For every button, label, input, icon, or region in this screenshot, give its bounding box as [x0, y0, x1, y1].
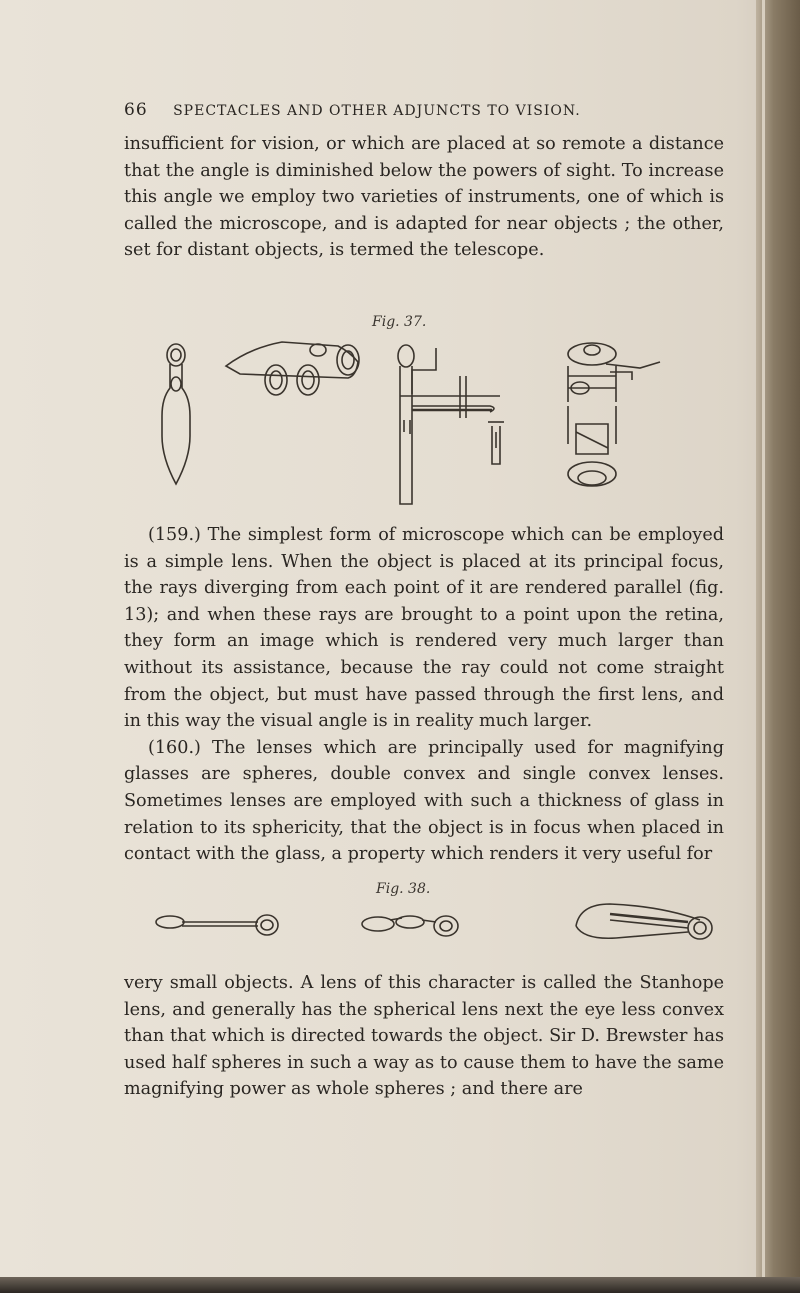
body-text-block: [124, 522, 724, 868]
intro-text-block: [124, 131, 724, 264]
lens-holder-icon: [568, 343, 660, 486]
page-edge: [756, 0, 800, 1293]
stand-microscope-icon: [398, 345, 504, 504]
running-head-title: SPECTACLES AND OTHER ADJUNCTS TO VISION.: [173, 103, 581, 119]
figure-37: [140, 336, 740, 508]
scan-bottom-edge: [0, 1277, 800, 1293]
paragraph-160: (160.) The lenses which are principally used for magnifying glasses are spheres, double convex and single convex lenses. Sometimes lenses are employed with such a thickness of glass in relation to its sphericity, that the object is in focus when placed in contact with the glass, a property which renders it very useful for: [124, 737, 724, 865]
paragraph-159: (159.) The simplest form of microscope which can be employed is a simple lens. When the object is placed at its principal focus, the rays diverging from each point of it are rendered parallel (fig. 13); and when these rays are brought to a point upon the retina, they form an image which is rendered very much larger than without its assistance, because the ray could not come straight from the object, but must have passed through the first lens, and in this way the visual angle is in reality much larger.: [124, 525, 724, 732]
continued-text-block: [124, 970, 724, 1103]
figure-38: [140, 900, 740, 960]
figure-38-caption: Fig. 38.: [376, 881, 431, 897]
paragraph-continued: very small objects. A lens of this character is called the Stanhope lens, and generally has the spherical lens next the eye less convex than that which is directed towards the object. Sir D. Brewster has used half spheres in such a way as to cause them to have the same magnifying power as whole spheres ; and there are: [124, 973, 724, 1100]
double-lens-icon: [362, 916, 458, 936]
coddington-lens-icon: [576, 904, 712, 939]
running-header: [124, 100, 764, 120]
stanhope-lens-icon: [156, 915, 278, 935]
folding-lens-icon: [226, 342, 359, 395]
loupe-icon: [162, 344, 190, 484]
figure-37-caption: Fig. 37.: [372, 314, 427, 330]
page-number: 66: [124, 100, 148, 120]
intro-paragraph: insufficient for vision, or which are placed at so remote a distance that the angle is diminished below the powers of sight. To increase this angle we employ two varieties of instruments, one of which is called the microscope, and is adapted for near objects ; the other, set for distant objects, is termed the telescope.: [124, 134, 724, 261]
